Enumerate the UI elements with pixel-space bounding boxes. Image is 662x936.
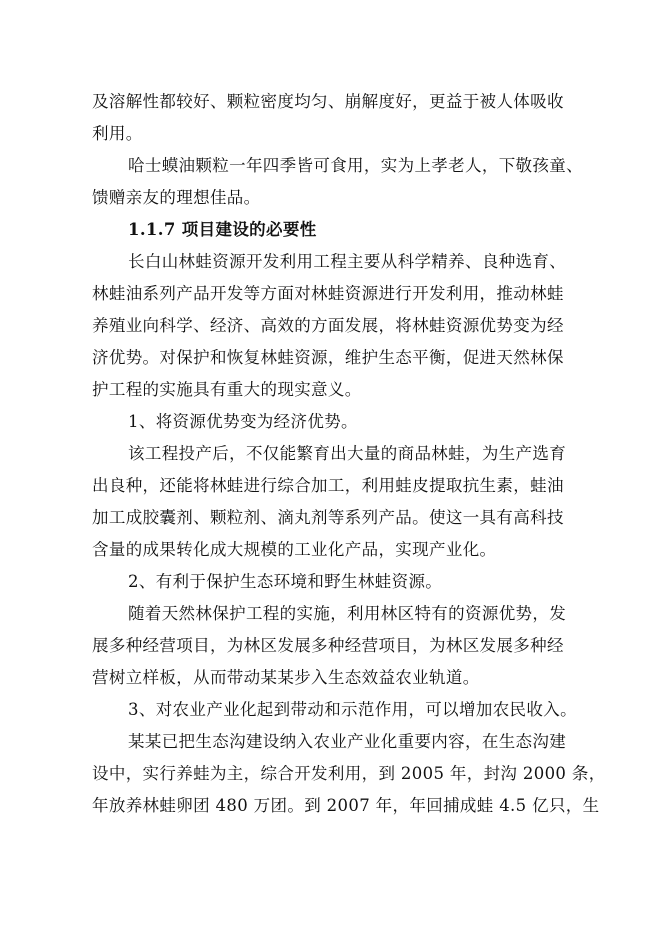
text-line: 展多种经营项目，为林区发展多种经营项目，为林区发展多种经: [92, 636, 564, 655]
paragraph-first-line: 该工程投产后，不仅能繁育出大量的商品林蛙，为生产选育: [128, 444, 567, 463]
text-line: 出良种，还能将林蛙进行综合加工，利用蛙皮提取抗生素，蛙油: [92, 476, 564, 495]
text-line: 护工程的实施具有重大的现实意义。: [92, 380, 362, 399]
text-line: 养殖业向科学、经济、高效的方面发展，将林蛙资源优势变为经: [92, 316, 564, 335]
section-heading: 1.1.7 项目建设的必要性: [128, 220, 317, 239]
text-line: 设中，实行养蛙为主，综合开发利用，到 2005 年，封沟 2000 条，: [92, 764, 606, 783]
paragraph-first-line: 随着天然林保护工程的实施，利用林区特有的资源优势，发: [128, 604, 567, 623]
paragraph-first-line: 长白山林蛙资源开发利用工程主要从科学精养、良种选育、: [128, 252, 567, 271]
text-line: 营树立样板，从而带动某某步入生态效益农业轨道。: [92, 668, 480, 687]
list-item-heading: 2、有利于保护生态环境和野生林蛙资源。: [128, 572, 443, 591]
list-item-heading: 3、对农业产业化起到带动和示范作用，可以增加农民收入。: [128, 700, 577, 719]
text-line: 加工成胶囊剂、颗粒剂、滴丸剂等系列产品。使这一具有高科技: [92, 508, 564, 527]
text-line: 年放养林蛙卵团 480 万团。到 2007 年，年回捕成蛙 4.5 亿只，生: [92, 796, 600, 815]
text-line: 利用。: [92, 124, 143, 143]
text-line: 及溶解性都较好、颗粒密度均匀、崩解度好，更益于被人体吸收: [92, 92, 564, 111]
paragraph-first-line: 某某已把生态沟建设纳入农业产业化重要内容，在生态沟建: [128, 732, 567, 751]
text-line: 馈赠亲友的理想佳品。: [92, 188, 261, 207]
text-line: 济优势。对保护和恢复林蛙资源，维护生态平衡，促进天然林保: [92, 348, 564, 367]
list-item-heading: 1、将资源优势变为经济优势。: [128, 412, 358, 431]
paragraph-first-line: 哈士蟆油颗粒一年四季皆可食用，实为上孝老人，下敬孩童、: [128, 156, 583, 175]
text-line: 林蛙油系列产品开发等方面对林蛙资源进行开发利用，推动林蛙: [92, 284, 564, 303]
document-body: [92, 86, 606, 822]
text-line: 含量的成果转化成大规模的工业化产品，实现产业化。: [92, 540, 497, 559]
